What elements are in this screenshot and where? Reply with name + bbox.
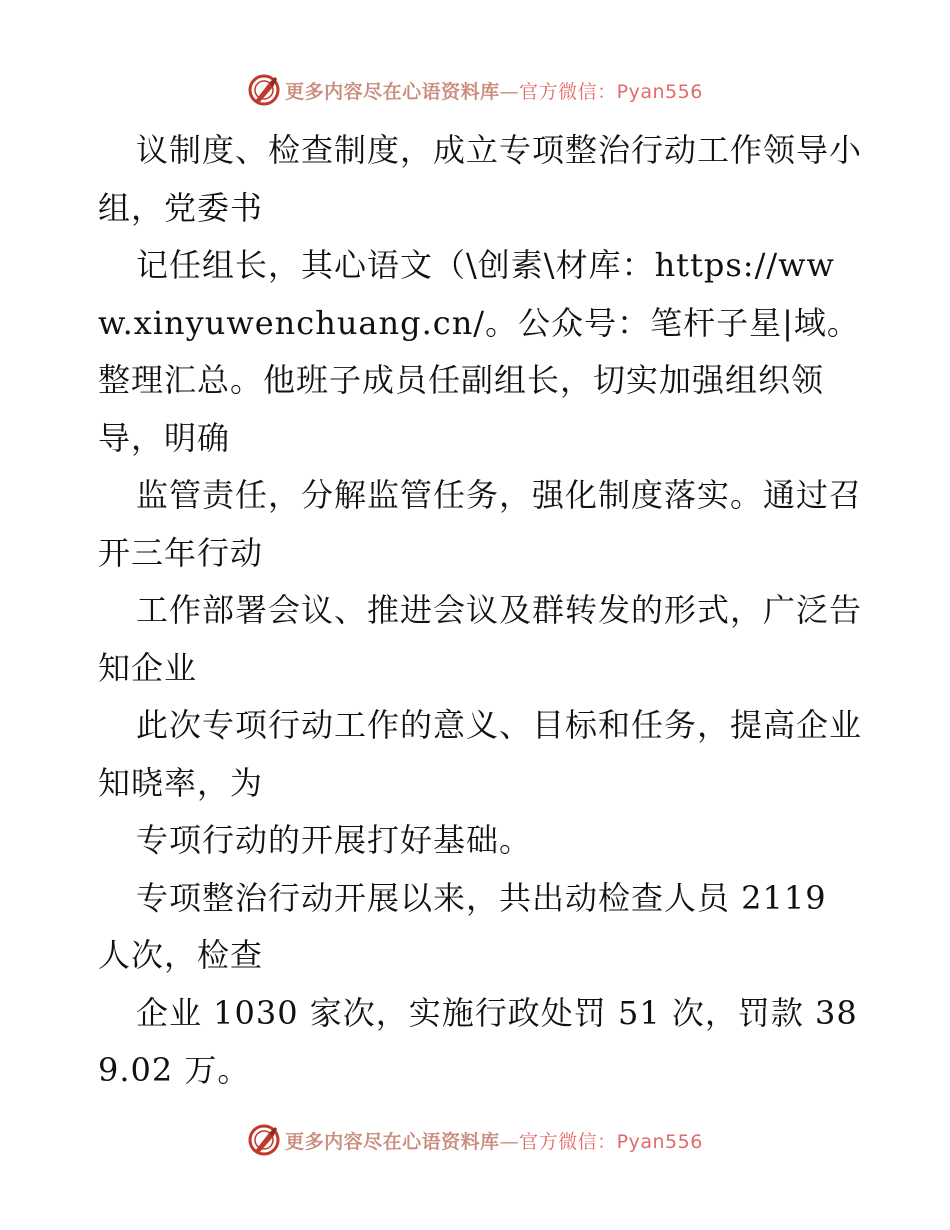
- pen-nib-logo-icon: [247, 73, 281, 107]
- paragraph: 议制度、检查制度，成立专项整治行动工作领导小组，党委书: [98, 131, 863, 227]
- banner-main-text: 更多内容尽在心语资料库: [285, 80, 500, 103]
- footer-banner: [0, 1120, 950, 1160]
- paragraph: 记任组长，其心语文（\创素\材库：https://www.xinyuwenchuang.cn/。公众号：笔杆子星|域。整理汇总。他班子成员任副组长，切实加强组织领导，明确: [98, 246, 860, 457]
- banner-separator: —: [499, 80, 520, 103]
- banner-text: [285, 77, 703, 104]
- banner-separator: —: [499, 1130, 520, 1153]
- header-banner: [0, 70, 950, 110]
- paragraph: 专项行动的开展打好基础。: [136, 821, 533, 859]
- banner-text: [285, 1127, 703, 1154]
- paragraph: 企业 1030 家次，实施行政处罚 51 次，罚款 389.02 万。: [98, 993, 858, 1089]
- document-body: [98, 122, 868, 1100]
- paragraph: 专项整治行动开展以来，共出动检查人员 2119 人次，检查: [98, 878, 827, 974]
- paragraph: 监管责任，分解监管任务，强化制度落实。通过召开三年行动: [98, 476, 863, 572]
- paragraph: 工作部署会议、推进会议及群转发的形式，广泛告知企业: [98, 591, 863, 687]
- banner-wechat-text: 官方微信：Pyan556: [519, 1130, 703, 1153]
- pen-nib-logo-icon: [247, 1123, 281, 1157]
- banner-main-text: 更多内容尽在心语资料库: [285, 1130, 500, 1153]
- paragraph: 此次专项行动工作的意义、目标和任务，提高企业知晓率，为: [98, 706, 863, 802]
- banner-wechat-text: 官方微信：Pyan556: [519, 80, 703, 103]
